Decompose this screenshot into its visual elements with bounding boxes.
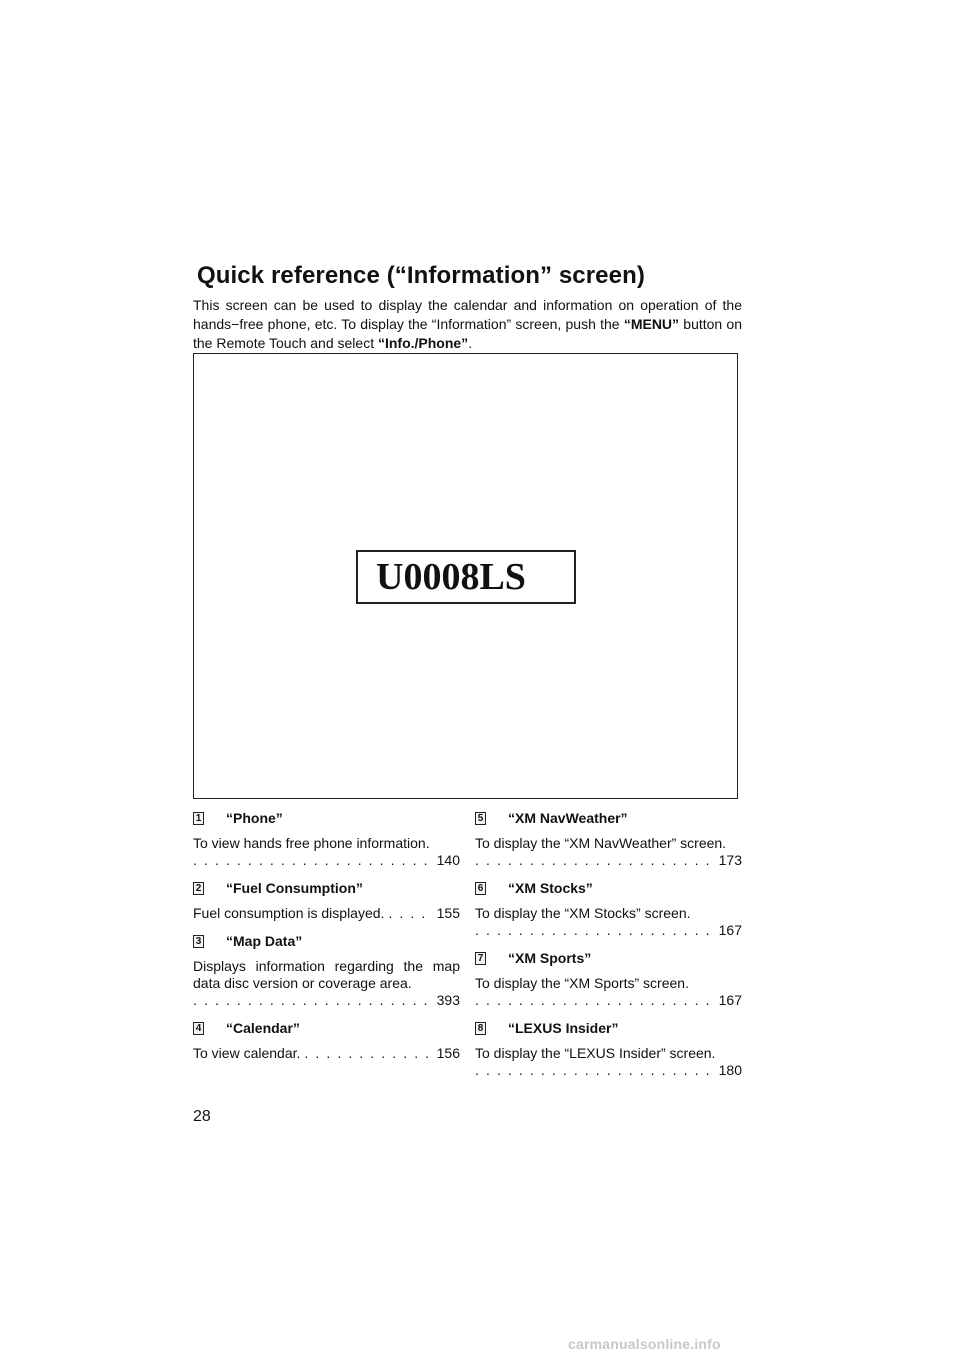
- dot-leader: [475, 922, 715, 939]
- entry-description: To view calendar.: [193, 1045, 301, 1061]
- entry-heading: [193, 1018, 460, 1038]
- entry-description: To display the “LEXUS Insider” screen.: [475, 1045, 716, 1061]
- entry-heading: [193, 808, 460, 828]
- entry-heading: [193, 878, 460, 898]
- reference-entry: [193, 808, 460, 869]
- page-number: 28: [193, 1108, 211, 1125]
- entry-title: “Calendar”: [226, 1020, 300, 1036]
- watermark: carmanualsonline.info: [568, 1336, 721, 1352]
- reference-entry: [475, 1018, 742, 1079]
- reference-entry: [193, 878, 460, 922]
- reference-column-left: [193, 808, 460, 1071]
- reference-entry: [475, 948, 742, 1009]
- entry-page-number: 173: [718, 852, 742, 868]
- page-title: Quick reference (“Information” screen): [197, 262, 645, 289]
- entry-description: To display the “XM NavWeather” screen.: [475, 835, 727, 851]
- entry-number-badge: 7: [475, 952, 486, 965]
- dot-leader: [475, 992, 715, 1009]
- entry-heading: [475, 1018, 742, 1038]
- entry-page-number: 393: [436, 992, 460, 1008]
- entry-title: “XM NavWeather”: [508, 810, 628, 826]
- intro-text-1: This screen can be used to display the calendar and information on operation of the hands−free phone, etc. To display the “Information” screen, push the: [193, 297, 742, 332]
- entry-title: “LEXUS Insider”: [508, 1020, 619, 1036]
- entry-number-badge: 6: [475, 882, 486, 895]
- entry-number-badge: 3: [193, 935, 204, 948]
- entry-page-number: 180: [718, 1062, 742, 1078]
- entry-number-badge: 1: [193, 812, 204, 825]
- entry-page-ref: [193, 1045, 460, 1062]
- reference-entry: [193, 1018, 460, 1062]
- entry-heading: [193, 931, 460, 951]
- entry-title: “XM Sports”: [508, 950, 592, 966]
- entry-heading: [475, 878, 742, 898]
- entry-page-number: 167: [718, 922, 742, 938]
- entry-page-number: 155: [436, 905, 460, 921]
- entry-description: To view hands free phone information.: [193, 835, 430, 851]
- entry-page-number: 140: [436, 852, 460, 868]
- entry-heading: [475, 948, 742, 968]
- entry-page-number: 156: [436, 1045, 460, 1061]
- entry-title: “Fuel Consumption”: [226, 880, 363, 896]
- dot-leader: [475, 852, 715, 869]
- intro-text-3: .: [468, 335, 473, 351]
- entry-number-badge: 4: [193, 1022, 204, 1035]
- dot-leader: [300, 1045, 432, 1062]
- reference-entry: [475, 878, 742, 939]
- entry-page-ref: [475, 1062, 742, 1079]
- entry-page-ref: [475, 922, 742, 939]
- entry-page-ref: [193, 905, 460, 922]
- entry-description: To display the “XM Sports” screen.: [475, 975, 689, 991]
- entry-description: Displays information regarding the map data disc version or coverage area.: [193, 958, 460, 991]
- entry-description: To display the “XM Stocks” screen.: [475, 905, 691, 921]
- entry-page-ref: [475, 852, 742, 869]
- entry-title: “Map Data”: [226, 933, 303, 949]
- intro-text-2: button on the Remote Touch and select: [193, 316, 743, 351]
- entry-page-ref: [193, 992, 460, 1009]
- entry-page-ref: [193, 852, 460, 869]
- entry-page-ref: [475, 992, 742, 1009]
- screen-figure: [193, 353, 738, 799]
- info-phone-reference: “Info./Phone”: [377, 335, 469, 351]
- reference-column-right: [475, 808, 742, 1088]
- entry-number-badge: 2: [193, 882, 204, 895]
- entry-number-badge: 8: [475, 1022, 486, 1035]
- dot-leader: [475, 1062, 715, 1079]
- entry-heading: [475, 808, 742, 828]
- intro-paragraph: [193, 296, 742, 353]
- entry-title: “Phone”: [226, 810, 283, 826]
- menu-button-reference: “MENU”: [623, 316, 680, 332]
- entry-title: “XM Stocks”: [508, 880, 593, 896]
- reference-entry: [475, 808, 742, 869]
- entry-page-number: 167: [718, 992, 742, 1008]
- dot-leader: [193, 992, 433, 1009]
- entry-number-badge: 5: [475, 812, 486, 825]
- reference-entry: [193, 931, 460, 1009]
- figure-id-label: U0008LS: [356, 550, 576, 604]
- dot-leader: [384, 905, 432, 922]
- entry-description: Fuel consumption is displayed.: [193, 905, 385, 921]
- dot-leader: [193, 852, 433, 869]
